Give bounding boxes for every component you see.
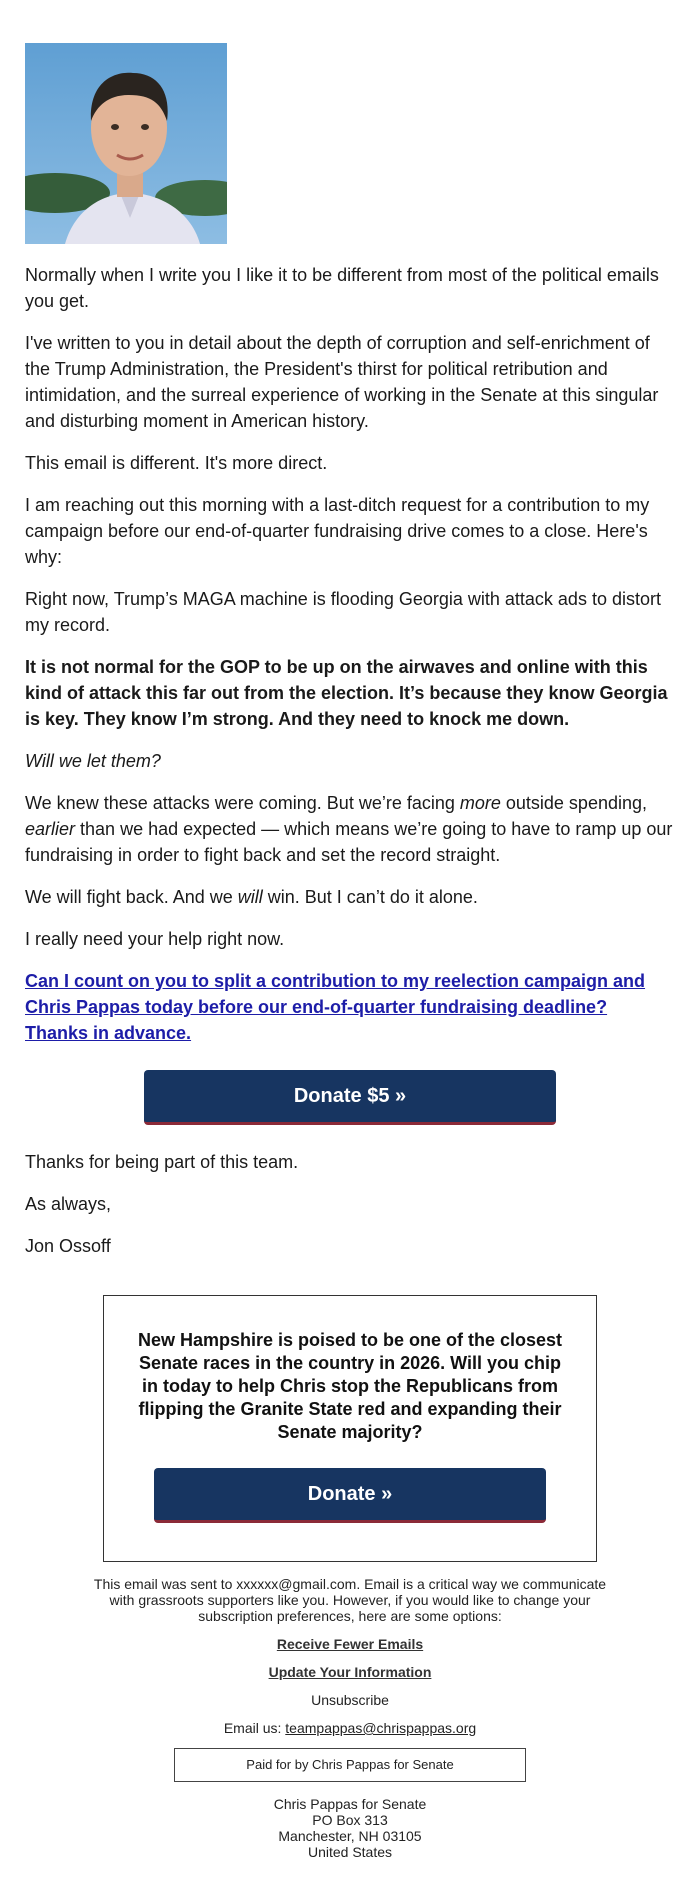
paragraph-question: Will we let them?: [25, 751, 161, 771]
attacks-emphasis-more: more: [459, 793, 501, 813]
update-information-link[interactable]: Update Your Information: [268, 1664, 432, 1680]
paragraph-request: I am reaching out this morning with a last-ditch request for a contribution to my campaign before our end-of-quarter fundraising drive comes to a close. Here's why:: [25, 495, 650, 567]
fight-text-2: win. But I can’t do it alone.: [262, 887, 478, 907]
attacks-text-2: outside spending,: [500, 793, 647, 813]
paragraph-intro: Normally when I write you I like it to be different from most of the political emails you get.: [25, 265, 659, 311]
paragraph-different: This email is different. It's more direct.: [25, 453, 328, 473]
receive-fewer-emails-link[interactable]: Receive Fewer Emails: [276, 1636, 424, 1652]
new-hampshire-box: [103, 1295, 597, 1562]
donate-button[interactable]: Donate »: [154, 1468, 546, 1523]
paragraph-need-help: I really need your help right now.: [25, 929, 285, 949]
footer-unsubscribe-row: [25, 1692, 675, 1708]
candidate-photo: [25, 43, 227, 244]
email-link[interactable]: teampappas@chrispappas.org: [285, 1720, 477, 1736]
paragraph-closing: As always,: [25, 1194, 112, 1214]
unsubscribe-link[interactable]: Unsubscribe: [311, 1692, 389, 1708]
donate-5-button[interactable]: Donate $5 »: [144, 1070, 556, 1125]
paragraph-fight-back: [25, 884, 675, 910]
fight-emphasis-will: will: [237, 887, 263, 907]
address-line-1: Chris Pappas for Senate: [273, 1796, 427, 1812]
attacks-text-3: than we had expected — which means we’re going to have to ramp up our fundraising in order to fight back and set the record straight.: [25, 819, 673, 865]
donate-button-row: [25, 1070, 675, 1125]
footer-fewer-row: [25, 1636, 675, 1652]
paragraph-maga: Right now, Trump’s MAGA machine is flooding Georgia with attack ads to distort my record.: [25, 589, 661, 635]
footer-update-row: [25, 1664, 675, 1680]
footer: [25, 1576, 675, 1860]
new-hampshire-text: New Hampshire is poised to be one of the closest Senate races in the country in 2026. Will you chip in today to help Chris stop the Republicans from flipping the Granite State red and expanding their Senate majority?: [137, 1330, 563, 1442]
paragraph-background: I've written to you in detail about the depth of corruption and self-enrichment of the Trump Administration, the President's thirst for political retribution and intimidation, and the surreal experience of working in the Senate at this singular and disturbing moment in American history.: [25, 333, 659, 431]
paid-for-box: Paid for by Chris Pappas for Senate: [174, 1748, 526, 1782]
address-line-2: PO Box 313: [312, 1812, 388, 1828]
address-line-4: United States: [307, 1844, 393, 1860]
address-line-3: Manchester, NH 03105: [278, 1828, 422, 1844]
paragraph-cta: [25, 968, 675, 1046]
signature: Jon Ossoff: [25, 1236, 111, 1256]
mailing-address: [25, 1796, 675, 1860]
paragraph-thanks: Thanks for being part of this team.: [25, 1152, 299, 1172]
paragraph-gop-bold: It is not normal for the GOP to be up on the airwaves and online with this kind of attack this far out from the election. It’s because they know Georgia is key. They know I’m strong. And they need to knock me down.: [25, 657, 668, 729]
footer-email-row: [25, 1720, 675, 1736]
attacks-emphasis-earlier: earlier: [25, 819, 76, 839]
paragraph-attacks: [25, 790, 675, 868]
footer-notice: This email was sent to xxxxxx@gmail.com. Email is a critical way we communicate with grassroots supporters like you. However, if you would like to change your subscription preferences, here are some options:: [93, 1576, 607, 1624]
fight-text-1: We will fight back. And we: [25, 887, 238, 907]
email-label: Email us:: [223, 1720, 286, 1736]
attacks-text-1: We knew these attacks were coming. But we’re facing: [25, 793, 460, 813]
contribution-link[interactable]: Can I count on you to split a contribution to my reelection campaign and Chris Pappas today before our end-of-quarter fundraising deadline? Thanks in advance.: [25, 971, 646, 1043]
